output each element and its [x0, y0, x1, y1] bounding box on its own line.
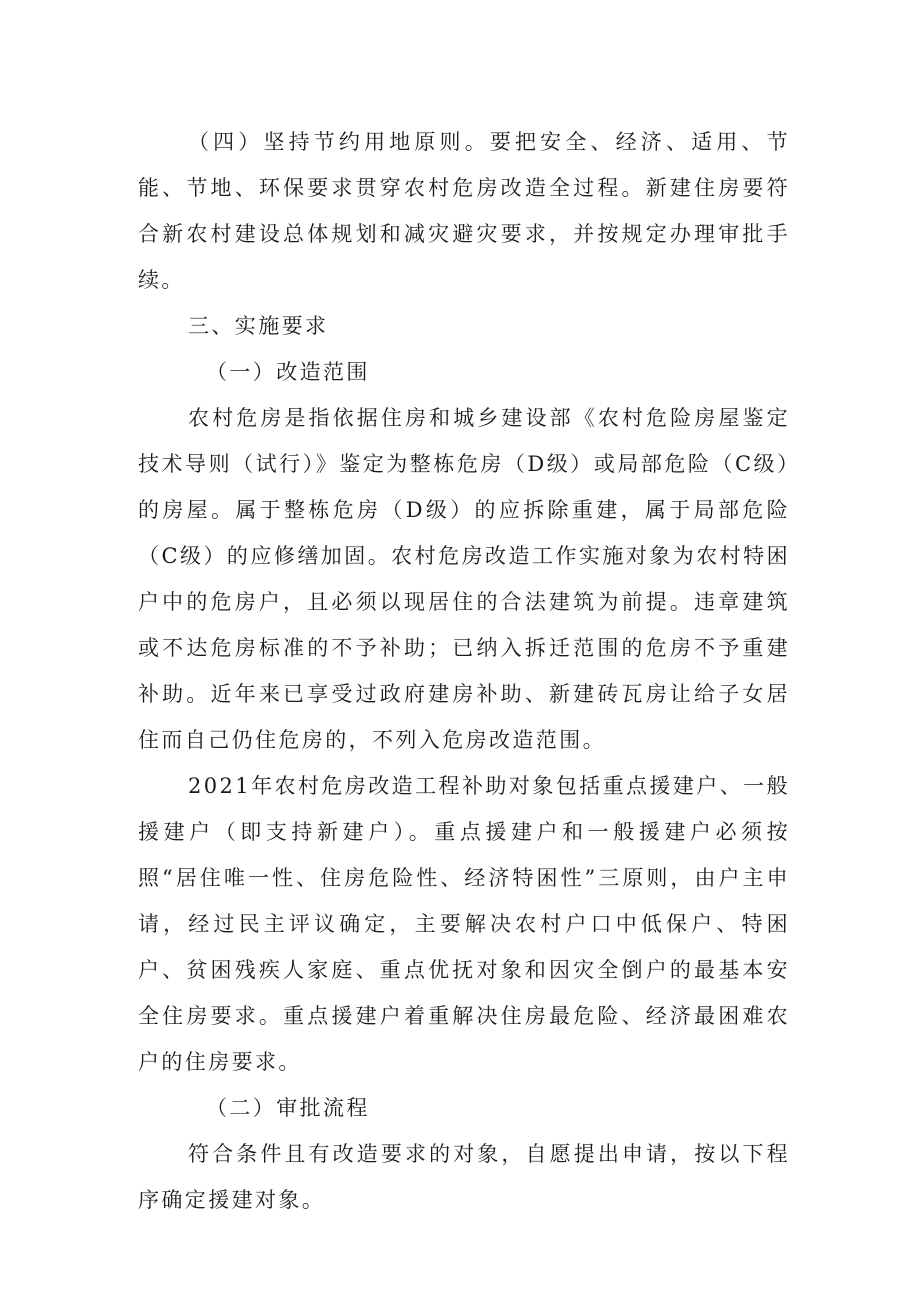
subsection-heading-approval: （二）审批流程	[206, 1096, 370, 1120]
subsection-heading-scope: （一）改造范围	[206, 360, 370, 384]
document-body	[138, 119, 790, 1223]
paragraph-approval-procedure: 符合条件且有改造要求的对象，自愿提出申请，按以下程序确定援建对象。	[138, 1142, 790, 1212]
section-heading-implementation: 三、实施要求	[188, 314, 329, 338]
paragraph-subsidy-targets: 2021年农村危房改造工程补助对象包括重点援建户、一般援建户（即支持新建户）。重点援建户和一般援建户必须按照“居住唯一性、住房危险性、经济特困性”三原则，由户主申请，经过民主评议确定，主要解决农村户口中低保户、特困户、贫困残疾人家庭、重点优抚对象和因灾全倒户的最基本安全住房要求。重点援建户着重解决住房最危险、经济最困难农户的住房要求。	[138, 774, 790, 1074]
paragraph-scope-definition: 农村危房是指依据住房和城乡建设部《农村危险房屋鉴定技术导则（试行）》鉴定为整栋危房（D级）或局部危险（C级）的房屋。属于整栋危房（D级）的应拆除重建，属于局部危险（C级）的应修缮加固。农村危房改造工作实施对象为农村特困户中的危房户，且必须以现居住的合法建筑为前提。违章建筑或不达危房标准的不予补助；已纳入拆迁范围的危房不予重建补助。近年来已享受过政府建房补助、新建砖瓦房让给子女居住而自己仍住危房的，不列入危房改造范围。	[138, 406, 790, 752]
paragraph-principle-four: （四）坚持节约用地原则。要把安全、经济、适用、节能、节地、环保要求贯穿农村危房改造全过程。新建住房要符合新农村建设总体规划和减灾避灾要求，并按规定办理审批手续。	[138, 130, 790, 292]
